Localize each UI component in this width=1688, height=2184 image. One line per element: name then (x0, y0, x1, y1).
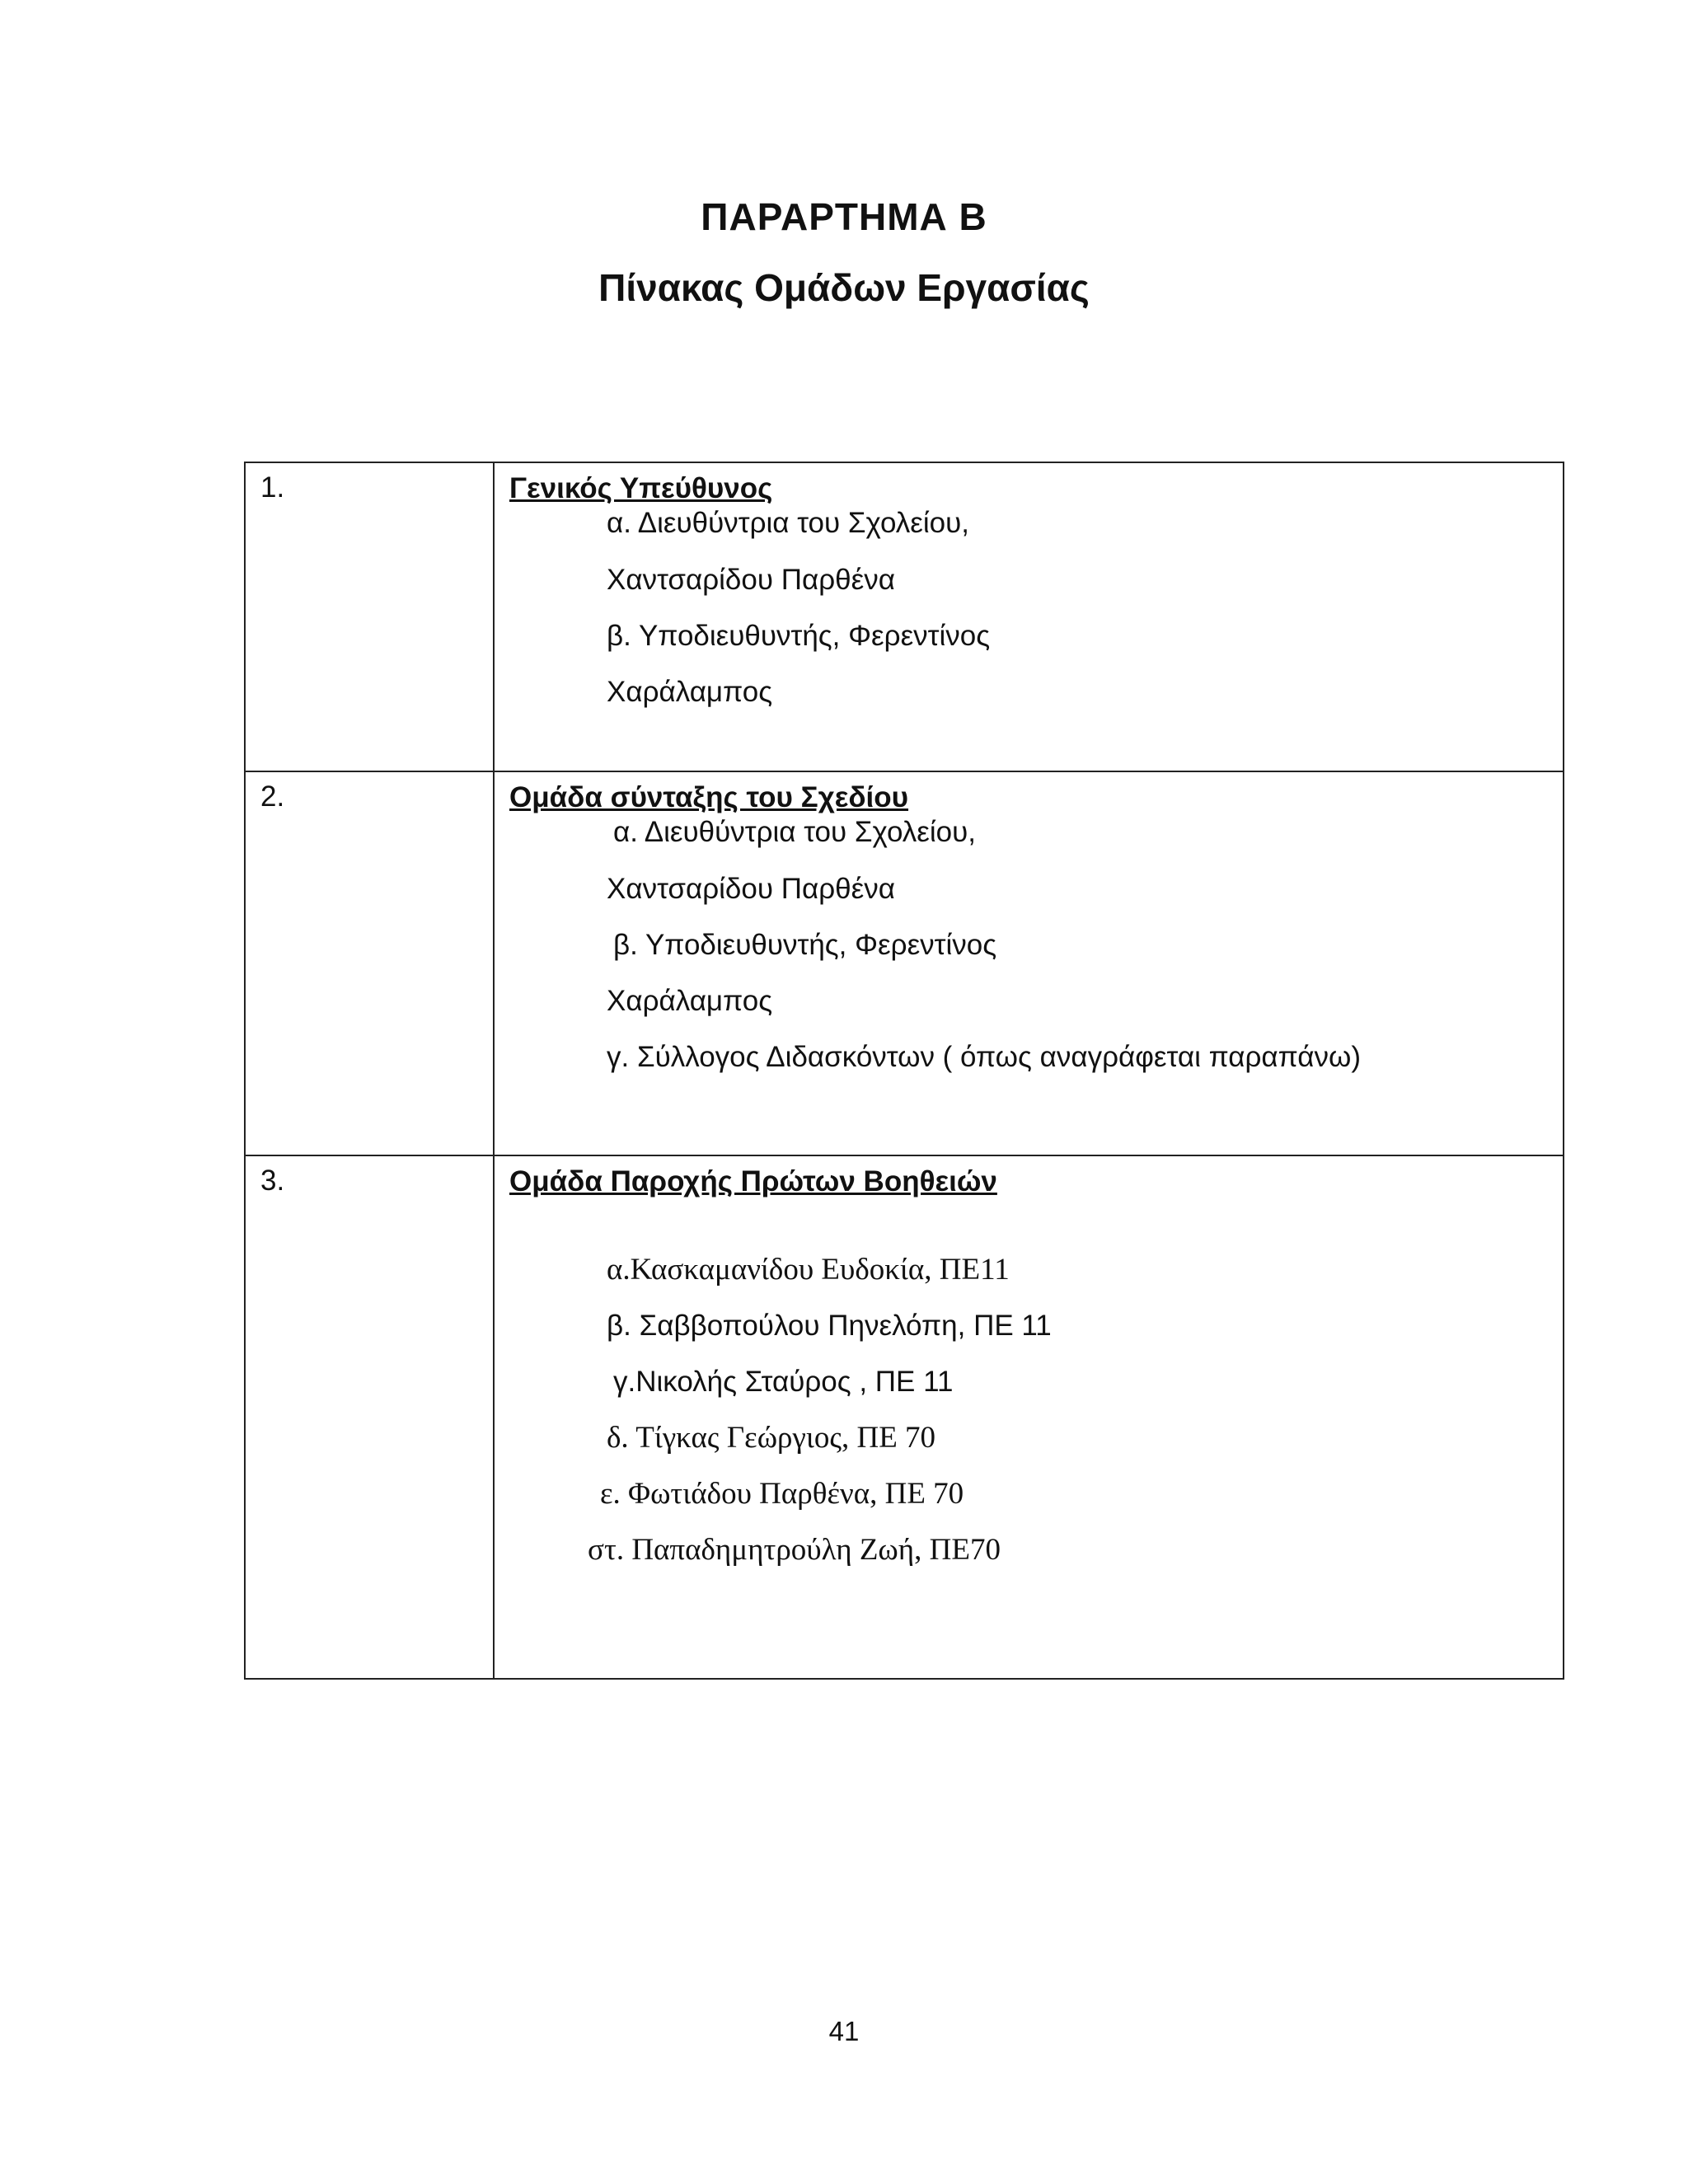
member-line: Χαράλαμπος (607, 676, 773, 708)
member-line: α.Κασκαμανίδου Ευδοκία, ΠΕ11 (607, 1253, 1010, 1286)
spacer (509, 1199, 1563, 1242)
appendix-subtitle: Πίνακας Ομάδων Εργασίας (598, 266, 1090, 309)
member-line: Χαντσαρίδου Παρθένα (607, 873, 895, 905)
row-number: 3. (245, 1155, 494, 1679)
team-heading: Ομάδα σύνταξης του Σχεδίου (509, 781, 909, 813)
member-line: Χαντσαρίδου Παρθένα (607, 564, 895, 596)
row-content (494, 771, 1564, 1155)
appendix-title: ΠΑΡΑΡΤΗΜΑ Β (701, 195, 987, 238)
work-teams-table (244, 462, 1564, 1680)
row-number: 2. (245, 771, 494, 1155)
member-line: γ. Σύλλογος Διδασκόντων ( όπως αναγράφεται παραπάνω) (607, 1041, 1361, 1073)
member-line: α. Διευθύντρια του Σχολείου, (607, 507, 969, 539)
table-row (245, 462, 1564, 771)
team-heading: Ομάδα Παροχής Πρώτων Βοηθειών (509, 1165, 997, 1197)
member-line: δ. Τίγκας Γεώργιος, ΠΕ 70 (607, 1421, 936, 1455)
member-line: β. Υποδιευθυντής, Φερεντίνος (613, 929, 997, 961)
member-line: στ. Παπαδημητρούλη Ζωή, ΠΕ70 (588, 1533, 1001, 1567)
member-line: ε. Φωτιάδου Παρθένα, ΠΕ 70 (600, 1477, 964, 1511)
member-line: Χαράλαμπος (607, 985, 773, 1017)
row-content (494, 1155, 1564, 1679)
row-content (494, 462, 1564, 771)
row-number: 1. (245, 462, 494, 771)
table-row (245, 1155, 1564, 1679)
member-line: β. Σαββοπούλου Πηνελόπη, ΠΕ 11 (607, 1310, 1052, 1342)
page-number: 41 (828, 2016, 860, 2046)
table-row (245, 771, 1564, 1155)
member-line: γ.Νικολής Σταύρος , ΠΕ 11 (613, 1366, 954, 1398)
member-line: α. Διευθύντρια του Σχολείου, (613, 816, 976, 848)
team-heading: Γενικός Υπεύθυνος (509, 472, 773, 504)
member-line: β. Υποδιευθυντής, Φερεντίνος (607, 620, 991, 652)
